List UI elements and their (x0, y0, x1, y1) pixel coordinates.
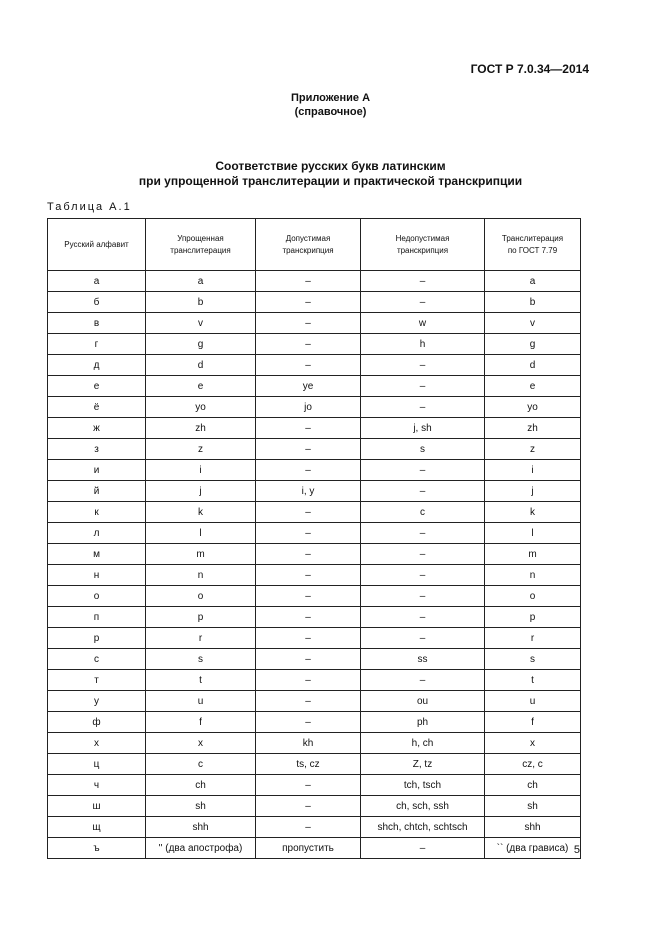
cell-allowed-transcription: – (256, 628, 361, 649)
cell-simplified-transliteration: v (146, 313, 256, 334)
cell-allowed-transcription: – (256, 775, 361, 796)
cell-gost-7-79-transliteration: u (485, 691, 581, 712)
cell-russian-letter: а (48, 271, 146, 292)
cell-gost-7-79-transliteration: sh (485, 796, 581, 817)
cell-simplified-transliteration: f (146, 712, 256, 733)
cell-allowed-transcription: jo (256, 397, 361, 418)
table-row (48, 271, 581, 292)
table-row (48, 712, 581, 733)
cell-simplified-transliteration: n (146, 565, 256, 586)
cell-disallowed-transcription: – (361, 544, 485, 565)
cell-allowed-transcription: – (256, 502, 361, 523)
column-header-gost-7-79-transliteration (485, 219, 581, 271)
cell-disallowed-transcription: shch, chtch, schtsch (361, 817, 485, 838)
cell-simplified-transliteration: g (146, 334, 256, 355)
column-header-russian-letter (48, 219, 146, 271)
cell-russian-letter: ш (48, 796, 146, 817)
table-caption: Таблица А.1 (47, 201, 132, 213)
cell-simplified-transliteration: j (146, 481, 256, 502)
cell-allowed-transcription: – (256, 418, 361, 439)
cell-russian-letter: к (48, 502, 146, 523)
cell-gost-7-79-transliteration: a (485, 271, 581, 292)
cell-russian-letter: с (48, 649, 146, 670)
cell-russian-letter: б (48, 292, 146, 313)
table-row (48, 460, 581, 481)
cell-disallowed-transcription: – (361, 628, 485, 649)
cell-gost-7-79-transliteration: g (485, 334, 581, 355)
cell-russian-letter: н (48, 565, 146, 586)
annex-title: Приложение А (290, 92, 371, 104)
cell-russian-letter: в (48, 313, 146, 334)
cell-disallowed-transcription: – (361, 838, 485, 859)
cell-russian-letter: т (48, 670, 146, 691)
column-header-text: Транслитерация (501, 233, 564, 243)
column-header-text: Допустимая (285, 233, 331, 243)
cell-russian-letter: р (48, 628, 146, 649)
table-row (48, 754, 581, 775)
cell-allowed-transcription: – (256, 544, 361, 565)
table-row (48, 502, 581, 523)
annex-status: (справочное) (294, 106, 367, 118)
column-header-text: транскрипция (396, 245, 449, 255)
cell-simplified-transliteration: yo (146, 397, 256, 418)
cell-disallowed-transcription: w (361, 313, 485, 334)
cell-allowed-transcription: – (256, 271, 361, 292)
cell-disallowed-transcription: – (361, 586, 485, 607)
cell-disallowed-transcription: – (361, 355, 485, 376)
table-row (48, 628, 581, 649)
cell-disallowed-transcription: c (361, 502, 485, 523)
cell-russian-letter: и (48, 460, 146, 481)
table-row (48, 733, 581, 754)
column-header-text: по ГОСТ 7.79 (507, 245, 558, 255)
cell-simplified-transliteration: ch (146, 775, 256, 796)
table-row (48, 817, 581, 838)
cell-allowed-transcription: ts, cz (256, 754, 361, 775)
document-title (0, 159, 661, 189)
table-row (48, 586, 581, 607)
cell-simplified-transliteration: x (146, 733, 256, 754)
table-row (48, 565, 581, 586)
cell-simplified-transliteration: i (146, 460, 256, 481)
cell-disallowed-transcription: s (361, 439, 485, 460)
cell-disallowed-transcription: – (361, 565, 485, 586)
table-row (48, 796, 581, 817)
table-row (48, 313, 581, 334)
cell-gost-7-79-transliteration: z (485, 439, 581, 460)
cell-russian-letter: у (48, 691, 146, 712)
cell-gost-7-79-transliteration: b (485, 292, 581, 313)
cell-allowed-transcription: – (256, 334, 361, 355)
transliteration-table-container (47, 218, 580, 859)
cell-russian-letter: о (48, 586, 146, 607)
table-row (48, 481, 581, 502)
standard-designation: ГОСТ Р 7.0.34—2014 (470, 62, 589, 76)
cell-russian-letter: ъ (48, 838, 146, 859)
column-header-text: транслитерация (170, 245, 231, 255)
cell-disallowed-transcription: – (361, 523, 485, 544)
transliteration-table (47, 218, 581, 859)
cell-gost-7-79-transliteration: r (485, 628, 581, 649)
cell-russian-letter: п (48, 607, 146, 628)
cell-simplified-transliteration: sh (146, 796, 256, 817)
table-body (48, 271, 581, 859)
table-row (48, 649, 581, 670)
cell-disallowed-transcription: h (361, 334, 485, 355)
cell-allowed-transcription: kh (256, 733, 361, 754)
cell-russian-letter: ё (48, 397, 146, 418)
cell-disallowed-transcription: – (361, 271, 485, 292)
cell-disallowed-transcription: tch, tsch (361, 775, 485, 796)
cell-allowed-transcription: – (256, 712, 361, 733)
table-row (48, 544, 581, 565)
cell-gost-7-79-transliteration: shh (485, 817, 581, 838)
cell-russian-letter: г (48, 334, 146, 355)
cell-russian-letter: м (48, 544, 146, 565)
cell-russian-letter: ф (48, 712, 146, 733)
cell-simplified-transliteration: shh (146, 817, 256, 838)
cell-russian-letter: й (48, 481, 146, 502)
cell-disallowed-transcription: ou (361, 691, 485, 712)
cell-allowed-transcription: – (256, 670, 361, 691)
cell-allowed-transcription: – (256, 565, 361, 586)
cell-gost-7-79-transliteration: m (485, 544, 581, 565)
cell-simplified-transliteration: t (146, 670, 256, 691)
table-row (48, 439, 581, 460)
cell-simplified-transliteration: p (146, 607, 256, 628)
cell-russian-letter: д (48, 355, 146, 376)
cell-disallowed-transcription: – (361, 670, 485, 691)
document-title-line-2: при упрощенной транслитерации и практической транскрипции (138, 174, 523, 188)
page-number: 5 (573, 844, 580, 856)
column-header-text: Русский алфавит (64, 239, 129, 249)
cell-simplified-transliteration: e (146, 376, 256, 397)
cell-allowed-transcription: – (256, 313, 361, 334)
cell-simplified-transliteration: zh (146, 418, 256, 439)
cell-disallowed-transcription: – (361, 481, 485, 502)
cell-simplified-transliteration: l (146, 523, 256, 544)
cell-russian-letter: ч (48, 775, 146, 796)
document-title-line-1: Соответствие русских букв латинским (215, 159, 446, 173)
cell-simplified-transliteration: k (146, 502, 256, 523)
table-row (48, 691, 581, 712)
table-row (48, 292, 581, 313)
table-row (48, 355, 581, 376)
cell-gost-7-79-transliteration: p (485, 607, 581, 628)
cell-simplified-transliteration: m (146, 544, 256, 565)
cell-russian-letter: е (48, 376, 146, 397)
cell-russian-letter: з (48, 439, 146, 460)
cell-allowed-transcription: – (256, 586, 361, 607)
cell-disallowed-transcription: – (361, 460, 485, 481)
table-row (48, 397, 581, 418)
cell-allowed-transcription: – (256, 292, 361, 313)
cell-allowed-transcription: – (256, 649, 361, 670)
cell-gost-7-79-transliteration: e (485, 376, 581, 397)
column-header-text: Недопустимая (395, 233, 450, 243)
cell-allowed-transcription: – (256, 796, 361, 817)
cell-gost-7-79-transliteration: s (485, 649, 581, 670)
cell-simplified-transliteration: u (146, 691, 256, 712)
cell-allowed-transcription: – (256, 607, 361, 628)
cell-simplified-transliteration: b (146, 292, 256, 313)
cell-allowed-transcription: – (256, 817, 361, 838)
cell-allowed-transcription: пропустить (256, 838, 361, 859)
cell-gost-7-79-transliteration: cz, c (485, 754, 581, 775)
cell-simplified-transliteration: r (146, 628, 256, 649)
table-row (48, 607, 581, 628)
table-row (48, 334, 581, 355)
cell-disallowed-transcription: – (361, 292, 485, 313)
cell-russian-letter: х (48, 733, 146, 754)
column-header-text: Упрощенная (177, 233, 224, 243)
cell-allowed-transcription: – (256, 439, 361, 460)
cell-gost-7-79-transliteration: t (485, 670, 581, 691)
cell-gost-7-79-transliteration: x (485, 733, 581, 754)
cell-disallowed-transcription: ch, sch, ssh (361, 796, 485, 817)
cell-gost-7-79-transliteration: v (485, 313, 581, 334)
cell-allowed-transcription: ye (256, 376, 361, 397)
cell-russian-letter: щ (48, 817, 146, 838)
cell-disallowed-transcription: ss (361, 649, 485, 670)
column-header-simplified-transliteration (146, 219, 256, 271)
cell-russian-letter: ц (48, 754, 146, 775)
column-header-text: транскрипция (282, 245, 334, 255)
cell-russian-letter: л (48, 523, 146, 544)
table-header-row (48, 219, 581, 271)
cell-gost-7-79-transliteration: zh (485, 418, 581, 439)
table-row (48, 523, 581, 544)
cell-gost-7-79-transliteration: d (485, 355, 581, 376)
cell-gost-7-79-transliteration: n (485, 565, 581, 586)
cell-allowed-transcription: i, y (256, 481, 361, 502)
table-row (48, 775, 581, 796)
cell-allowed-transcription: – (256, 460, 361, 481)
cell-simplified-transliteration: o (146, 586, 256, 607)
cell-gost-7-79-transliteration: j (485, 481, 581, 502)
cell-disallowed-transcription: – (361, 376, 485, 397)
cell-gost-7-79-transliteration: yo (485, 397, 581, 418)
cell-disallowed-transcription: j, sh (361, 418, 485, 439)
column-header-disallowed-transcription (361, 219, 485, 271)
cell-simplified-transliteration: s (146, 649, 256, 670)
cell-disallowed-transcription: – (361, 607, 485, 628)
cell-allowed-transcription: – (256, 691, 361, 712)
table-row (48, 376, 581, 397)
cell-simplified-transliteration: z (146, 439, 256, 460)
cell-russian-letter: ж (48, 418, 146, 439)
cell-disallowed-transcription: – (361, 397, 485, 418)
cell-gost-7-79-transliteration: l (485, 523, 581, 544)
table-row (48, 418, 581, 439)
cell-disallowed-transcription: ph (361, 712, 485, 733)
cell-gost-7-79-transliteration: ch (485, 775, 581, 796)
cell-gost-7-79-transliteration: f (485, 712, 581, 733)
cell-gost-7-79-transliteration: i (485, 460, 581, 481)
cell-simplified-transliteration: c (146, 754, 256, 775)
column-header-allowed-transcription (256, 219, 361, 271)
table-row (48, 670, 581, 691)
cell-gost-7-79-transliteration: `` (два грависа) (485, 838, 581, 859)
cell-simplified-transliteration: a (146, 271, 256, 292)
cell-simplified-transliteration: '' (два апострофа) (146, 838, 256, 859)
cell-allowed-transcription: – (256, 355, 361, 376)
cell-disallowed-transcription: Z, tz (361, 754, 485, 775)
cell-simplified-transliteration: d (146, 355, 256, 376)
table-row (48, 838, 581, 859)
cell-gost-7-79-transliteration: o (485, 586, 581, 607)
cell-gost-7-79-transliteration: k (485, 502, 581, 523)
cell-disallowed-transcription: h, ch (361, 733, 485, 754)
cell-allowed-transcription: – (256, 523, 361, 544)
annex-heading (0, 91, 661, 119)
